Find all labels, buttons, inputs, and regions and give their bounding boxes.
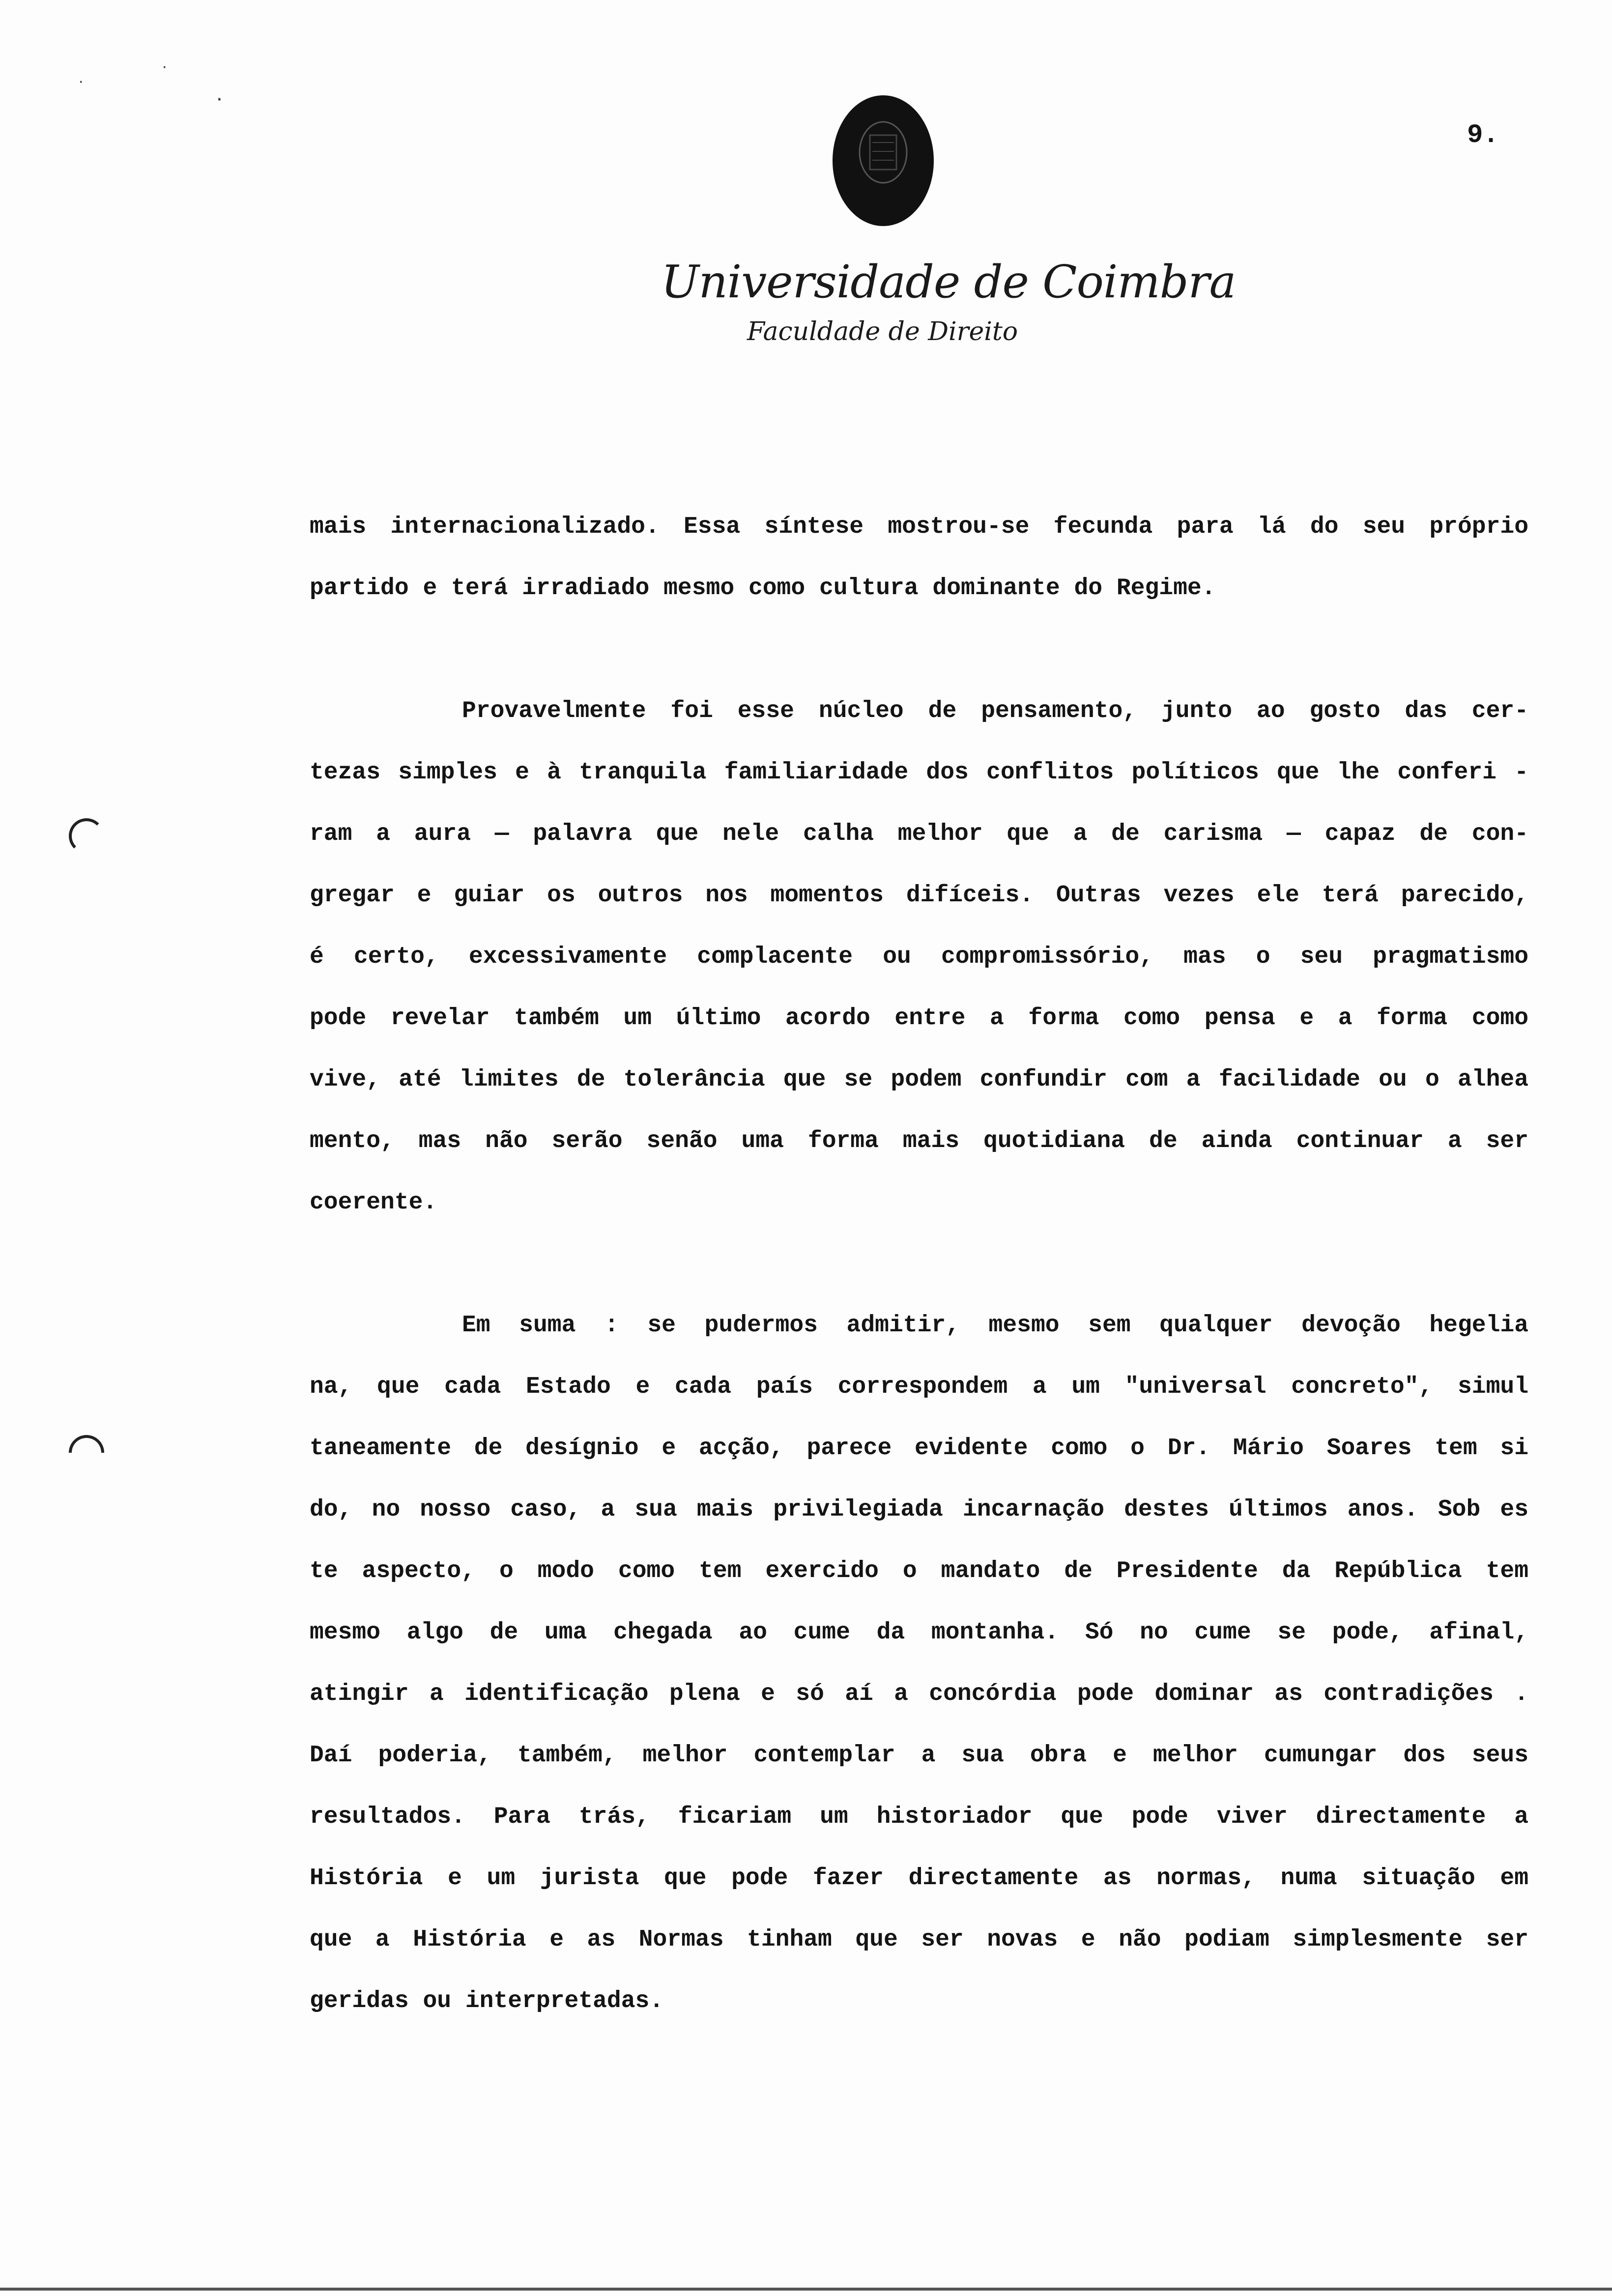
text-line: gregar e guiar os outros nos momentos difíceis. Outras vezes ele terá parecido, xyxy=(310,882,1528,909)
text-line: coerente. xyxy=(310,1189,437,1216)
text-line: é certo, excessivamente complacente ou compromissório, mas o seu pragmatismo xyxy=(310,944,1528,970)
text-line: Daí poderia, também, melhor contemplar a sua obra e melhor cumungar dos seus xyxy=(310,1742,1528,1769)
text-line: resultados. Para trás, ficariam um historiador que pode viver directamente a xyxy=(310,1804,1528,1830)
text-line: te aspecto, o modo como tem exercido o mandato de Presidente da República tem xyxy=(310,1558,1528,1584)
scan-speck: · xyxy=(79,74,84,91)
scan-speck: · xyxy=(162,59,167,76)
text-line: vive, até limites de tolerância que se podem confundir com a facilidade ou o alhea xyxy=(310,1066,1528,1093)
text-line: do, no nosso caso, a sua mais privilegiada incarnação destes últimos anos. Sob es xyxy=(310,1496,1528,1523)
page-bottom-edge xyxy=(0,2288,1612,2291)
text-line: História e um jurista que pode fazer directamente as normas, numa situação em xyxy=(310,1865,1528,1892)
text-line: Provavelmente foi esse núcleo de pensamento, junto ao gosto das cer- xyxy=(462,698,1528,724)
scan-speck: · xyxy=(216,88,223,111)
text-line: tezas simples e à tranquila familiaridade dos conflitos políticos que lhe conferi - xyxy=(310,759,1528,786)
binder-hole-mark xyxy=(69,818,104,854)
letterhead-subtitle: Faculdade de Direito xyxy=(747,317,1018,346)
text-line: partido e terá irradiado mesmo como cultura dominante do Regime. xyxy=(310,575,1216,602)
text-line: que a História e as Normas tinham que ser novas e não podiam simplesmente ser xyxy=(310,1926,1528,1953)
text-line: Em suma : se pudermos admitir, mesmo sem qualquer devoção hegelia xyxy=(462,1312,1528,1339)
page-number: 9. xyxy=(1467,120,1499,150)
letterhead-title: Universidade de Coimbra xyxy=(661,256,1236,308)
text-line: mais internacionalizado. Essa síntese mostrou-se fecunda para lá do seu próprio xyxy=(310,514,1528,540)
text-line: geridas ou interpretadas. xyxy=(310,1988,664,2014)
text-line: mesmo algo de uma chegada ao cume da montanha. Só no cume se pode, afinal, xyxy=(310,1619,1528,1646)
text-line: pode revelar também um último acordo entre a forma como pensa e a forma como xyxy=(310,1005,1528,1032)
university-seal-icon xyxy=(831,93,936,229)
text-line: taneamente de desígnio e acção, parece evidente como o Dr. Mário Soares tem si xyxy=(310,1435,1528,1462)
binder-hole-mark xyxy=(61,1428,112,1478)
text-line: atingir a identificação plena e só aí a concórdia pode dominar as contradições . xyxy=(310,1681,1528,1707)
text-line: mento, mas não serão senão uma forma mais quotidiana de ainda continuar a ser xyxy=(310,1128,1528,1154)
text-line: na, que cada Estado e cada país correspondem a um "universal concreto", simul xyxy=(310,1374,1528,1400)
body-text xyxy=(310,496,1528,2032)
text-line: ram a aura — palavra que nele calha melhor que a de carisma — capaz de con- xyxy=(310,821,1528,847)
